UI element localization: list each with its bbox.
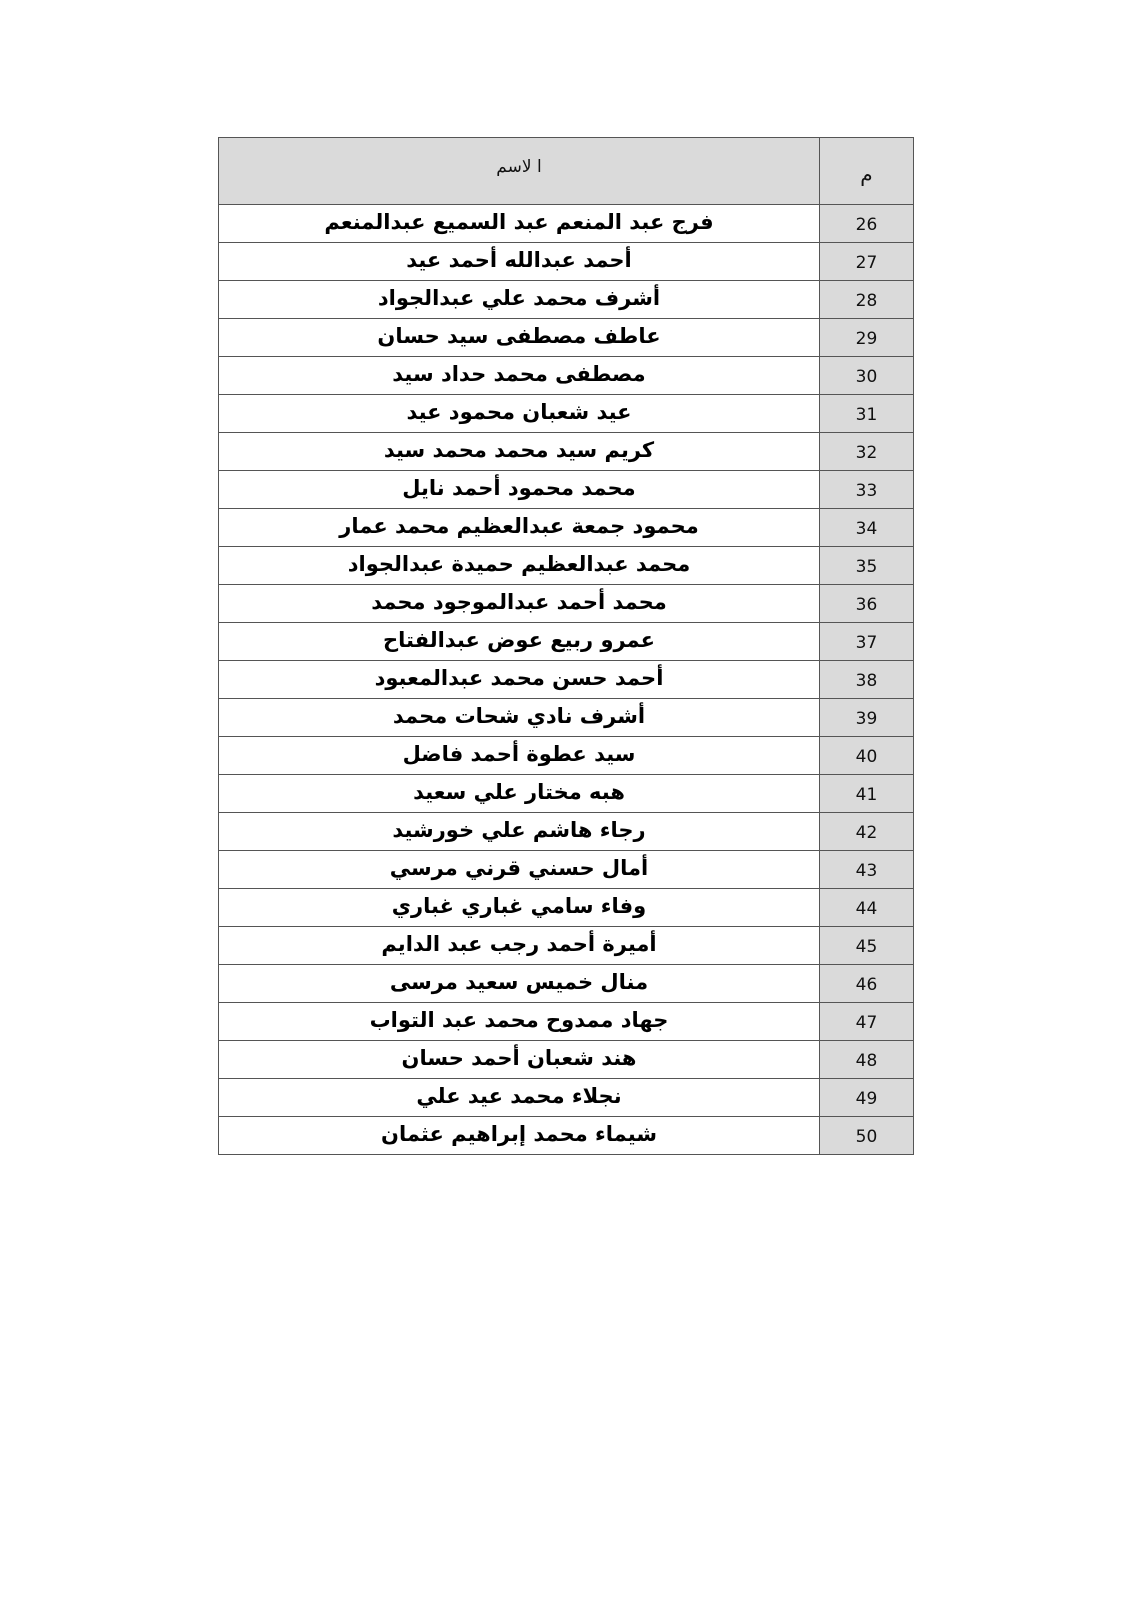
names-table [218,137,914,1155]
table-row [219,1041,914,1079]
table-row [219,433,914,471]
table-row [219,1117,914,1155]
row-number-cell: 45 [820,927,914,965]
table-row [219,395,914,433]
table-row [219,661,914,699]
table-row [219,775,914,813]
row-number-cell: 33 [820,471,914,509]
page-sheet [218,137,913,1155]
row-name-cell: أحمد عبدالله أحمد عيد [219,243,820,281]
row-name-cell: وفاء سامي غباري غباري [219,889,820,927]
row-number-cell: 30 [820,357,914,395]
row-number-cell: 35 [820,547,914,585]
row-number-cell: 48 [820,1041,914,1079]
row-number-cell: 49 [820,1079,914,1117]
row-name-cell: محمد عبدالعظيم حميدة عبدالجواد [219,547,820,585]
column-header-name: ا لاسم [219,138,820,205]
table-body [219,205,914,1155]
table-row [219,243,914,281]
row-number-cell: 40 [820,737,914,775]
row-number-cell: 46 [820,965,914,1003]
row-name-cell: أميرة أحمد رجب عبد الدايم [219,927,820,965]
table-row [219,205,914,243]
row-number-cell: 36 [820,585,914,623]
row-name-cell: أشرف نادي شحات محمد [219,699,820,737]
row-number-cell: 31 [820,395,914,433]
table-row [219,813,914,851]
row-name-cell: هبه مختار علي سعيد [219,775,820,813]
row-number-cell: 26 [820,205,914,243]
table-row [219,965,914,1003]
row-name-cell: عيد شعبان محمود عيد [219,395,820,433]
row-name-cell: محمود جمعة عبدالعظيم محمد عمار [219,509,820,547]
table-row [219,699,914,737]
row-name-cell: رجاء هاشم علي خورشيد [219,813,820,851]
table-row [219,927,914,965]
row-name-cell: عاطف مصطفى سيد حسان [219,319,820,357]
row-number-cell: 27 [820,243,914,281]
column-header-number: م [820,138,914,205]
table-row [219,1079,914,1117]
row-name-cell: منال خميس سعيد مرسى [219,965,820,1003]
table-row [219,319,914,357]
row-number-cell: 42 [820,813,914,851]
row-number-cell: 43 [820,851,914,889]
row-number-cell: 28 [820,281,914,319]
row-name-cell: محمد محمود أحمد نايل [219,471,820,509]
row-number-cell: 41 [820,775,914,813]
table-row [219,851,914,889]
row-number-cell: 32 [820,433,914,471]
row-number-cell: 34 [820,509,914,547]
table-row [219,623,914,661]
row-name-cell: محمد أحمد عبدالموجود محمد [219,585,820,623]
row-number-cell: 47 [820,1003,914,1041]
row-name-cell: كريم سيد محمد محمد سيد [219,433,820,471]
row-name-cell: أشرف محمد علي عبدالجواد [219,281,820,319]
row-number-cell: 39 [820,699,914,737]
table-row [219,357,914,395]
table-row [219,471,914,509]
table-row [219,509,914,547]
row-name-cell: أحمد حسن محمد عبدالمعبود [219,661,820,699]
row-name-cell: فرج عبد المنعم عبد السميع عبدالمنعم [219,205,820,243]
table-row [219,281,914,319]
row-number-cell: 29 [820,319,914,357]
table-row [219,547,914,585]
row-number-cell: 50 [820,1117,914,1155]
row-name-cell: عمرو ربيع عوض عبدالفتاح [219,623,820,661]
table-row [219,1003,914,1041]
table-row [219,737,914,775]
row-name-cell: مصطفى محمد حداد سيد [219,357,820,395]
table-row [219,889,914,927]
row-number-cell: 37 [820,623,914,661]
row-name-cell: شيماء محمد إبراهيم عثمان [219,1117,820,1155]
row-name-cell: نجلاء محمد عيد علي [219,1079,820,1117]
table-header-row [219,138,914,205]
row-number-cell: 38 [820,661,914,699]
row-name-cell: سيد عطوة أحمد فاضل [219,737,820,775]
row-number-cell: 44 [820,889,914,927]
table-row [219,585,914,623]
row-name-cell: هند شعبان أحمد حسان [219,1041,820,1079]
row-name-cell: أمال حسني قرني مرسي [219,851,820,889]
row-name-cell: جهاد ممدوح محمد عبد التواب [219,1003,820,1041]
